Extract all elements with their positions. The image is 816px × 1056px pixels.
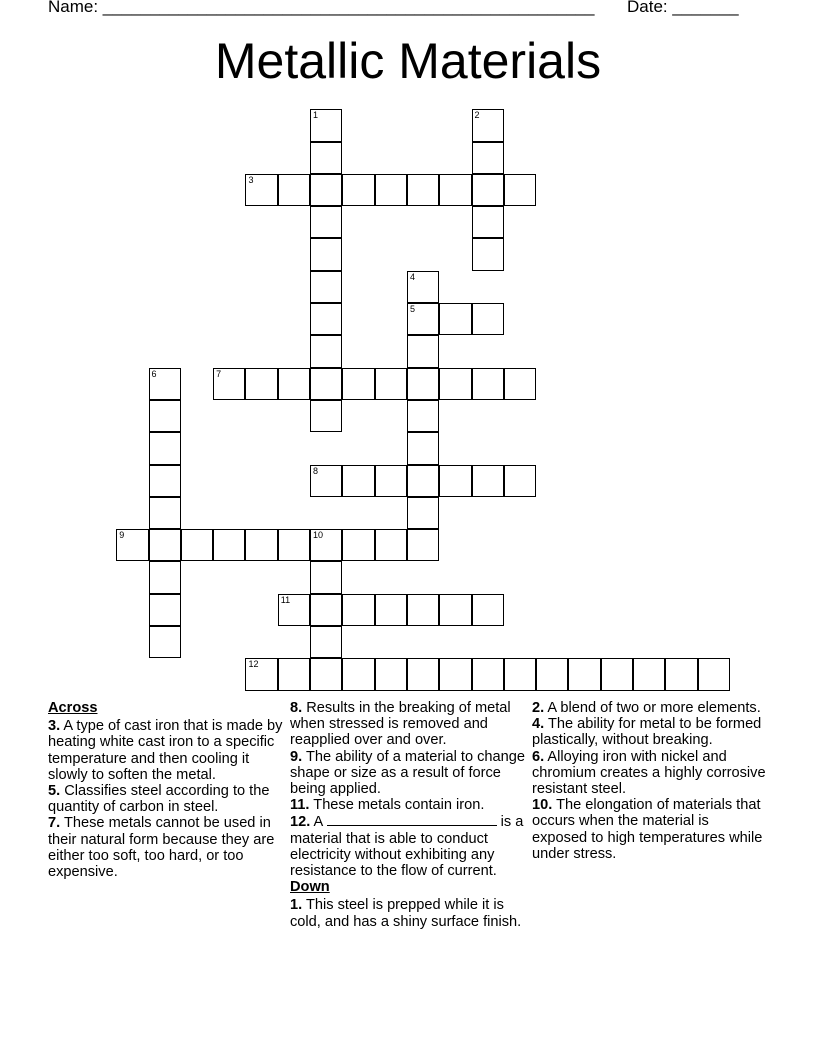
grid-cell[interactable] bbox=[504, 174, 536, 206]
grid-cell[interactable] bbox=[149, 368, 181, 400]
grid-cell[interactable] bbox=[407, 335, 439, 367]
grid-cell[interactable] bbox=[472, 174, 504, 206]
grid-cell[interactable] bbox=[310, 465, 342, 497]
clue-number: 6 bbox=[151, 368, 157, 379]
clue-across-5: 5. Classifies steel according to the quantity of carbon in steel. bbox=[48, 783, 270, 816]
clues-column-1 bbox=[48, 700, 284, 880]
grid-cell[interactable] bbox=[698, 658, 730, 690]
grid-cell[interactable] bbox=[310, 335, 342, 367]
grid-cell[interactable] bbox=[278, 529, 310, 561]
grid-cell[interactable] bbox=[342, 465, 374, 497]
grid-cell[interactable] bbox=[472, 142, 504, 174]
grid-cell[interactable] bbox=[439, 174, 471, 206]
clue-number: 11 bbox=[280, 594, 291, 605]
grid-cell[interactable] bbox=[342, 529, 374, 561]
page-title: Metallic Materials bbox=[214, 33, 602, 89]
clue-down-4: 4. The ability for metal to be formed plastically, without breaking. bbox=[532, 716, 762, 749]
grid-cell[interactable] bbox=[375, 529, 407, 561]
grid-cell[interactable] bbox=[342, 594, 374, 626]
grid-cell[interactable] bbox=[149, 626, 181, 658]
grid-cell[interactable] bbox=[342, 658, 374, 690]
grid-cell[interactable] bbox=[310, 529, 342, 561]
grid-cell[interactable] bbox=[310, 368, 342, 400]
clue-number: 1 bbox=[313, 110, 319, 121]
name-field[interactable]: Name: ____________________________________________________ bbox=[48, 0, 595, 16]
grid-cell[interactable] bbox=[407, 497, 439, 529]
clue-across-7: 7. These metals cannot be used in their natural form because they are either too soft, too hard, or too expensive. bbox=[48, 815, 275, 881]
clue-number: 8 bbox=[313, 465, 319, 476]
clue-across-12: 12. A is a material that is able to conduct electricity without exhibiting any resistance to the flow of current. bbox=[290, 814, 524, 880]
grid-cell[interactable] bbox=[504, 465, 536, 497]
grid-cell[interactable] bbox=[149, 497, 181, 529]
clue-across-3: 3. A type of cast iron that is made by heating white cast iron to a specific temperature and then cooling it slowly to soften the metal. bbox=[48, 718, 283, 783]
grid-cell[interactable] bbox=[439, 658, 471, 690]
grid-cell[interactable] bbox=[310, 174, 342, 206]
grid-cell[interactable] bbox=[472, 465, 504, 497]
grid-cell[interactable] bbox=[375, 465, 407, 497]
grid-cell[interactable] bbox=[504, 658, 536, 690]
grid-cell[interactable] bbox=[439, 303, 471, 335]
grid-cell[interactable] bbox=[213, 529, 245, 561]
clue-number: 10 bbox=[313, 530, 324, 541]
grid-cell[interactable] bbox=[116, 529, 148, 561]
grid-cell[interactable] bbox=[310, 142, 342, 174]
grid-cell[interactable] bbox=[407, 432, 439, 464]
grid-cell[interactable] bbox=[439, 594, 471, 626]
grid-cell[interactable] bbox=[601, 658, 633, 690]
grid-cell[interactable] bbox=[245, 658, 277, 690]
grid-cell[interactable] bbox=[407, 400, 439, 432]
clue-down-2: 2. A blend of two or more elements. bbox=[532, 700, 761, 716]
grid-cell[interactable] bbox=[310, 626, 342, 658]
grid-cell[interactable] bbox=[568, 658, 600, 690]
clue-across-8: 8. Results in the breaking of metal when stressed is removed and reapplied over and over. bbox=[290, 700, 511, 749]
grid-cell[interactable] bbox=[472, 368, 504, 400]
grid-cell[interactable] bbox=[407, 658, 439, 690]
grid-cell[interactable] bbox=[278, 594, 310, 626]
grid-cell[interactable] bbox=[149, 400, 181, 432]
grid-cell[interactable] bbox=[310, 594, 342, 626]
grid-cell[interactable] bbox=[407, 368, 439, 400]
grid-cell[interactable] bbox=[149, 561, 181, 593]
clue-number: 12 bbox=[248, 659, 259, 670]
answer-blank bbox=[327, 813, 497, 826]
clue-down-1: 1. This steel is prepped while it is cold, and has a shiny surface finish. bbox=[290, 897, 522, 930]
grid-cell[interactable] bbox=[633, 658, 665, 690]
date-field[interactable]: Date: _______ bbox=[627, 0, 739, 16]
clue-down-10: 10. The elongation of materials that occurs when the material is exposed to high temperatures while under stress. bbox=[532, 797, 763, 862]
clue-number: 3 bbox=[248, 174, 254, 185]
across-heading: Across bbox=[48, 700, 98, 716]
grid-cell[interactable] bbox=[407, 271, 439, 303]
grid-cell[interactable] bbox=[472, 238, 504, 270]
grid-cell[interactable] bbox=[149, 432, 181, 464]
clue-number: 2 bbox=[474, 110, 480, 121]
grid-cell[interactable] bbox=[245, 529, 277, 561]
grid-cell[interactable] bbox=[310, 109, 342, 141]
grid-cell[interactable] bbox=[665, 658, 697, 690]
grid-cell[interactable] bbox=[472, 658, 504, 690]
grid-cell[interactable] bbox=[342, 174, 374, 206]
grid-cell[interactable] bbox=[245, 174, 277, 206]
grid-cell[interactable] bbox=[278, 174, 310, 206]
grid-cell[interactable] bbox=[472, 594, 504, 626]
grid-cell[interactable] bbox=[310, 400, 342, 432]
grid-cell[interactable] bbox=[536, 658, 568, 690]
grid-cell[interactable] bbox=[375, 368, 407, 400]
grid-cell[interactable] bbox=[439, 465, 471, 497]
grid-cell[interactable] bbox=[310, 658, 342, 690]
clue-down-6: 6. Alloying iron with nickel and chromium creates a highly corrosive resistant steel. bbox=[532, 748, 766, 798]
clues-column-3 bbox=[532, 700, 768, 862]
grid-cell[interactable] bbox=[472, 303, 504, 335]
grid-cell[interactable] bbox=[278, 658, 310, 690]
clue-number: 4 bbox=[409, 271, 415, 282]
down-heading: Down bbox=[290, 879, 330, 896]
grid-cell[interactable] bbox=[181, 529, 213, 561]
grid-cell[interactable] bbox=[149, 465, 181, 497]
grid-cell[interactable] bbox=[310, 206, 342, 238]
grid-cell[interactable] bbox=[245, 368, 277, 400]
clue-number: 5 bbox=[409, 304, 415, 315]
grid-cell[interactable] bbox=[149, 594, 181, 626]
grid-cell[interactable] bbox=[310, 561, 342, 593]
clue-across-9: 9. The ability of a material to change shape or size as a result of force being applied. bbox=[290, 748, 525, 798]
clue-across-11: 11. These metals contain iron. bbox=[290, 797, 485, 814]
grid-cell[interactable] bbox=[504, 368, 536, 400]
grid-cell[interactable] bbox=[375, 594, 407, 626]
grid-cell[interactable] bbox=[310, 303, 342, 335]
clue-number: 7 bbox=[216, 368, 222, 379]
grid-cell[interactable] bbox=[439, 368, 471, 400]
grid-cell[interactable] bbox=[472, 206, 504, 238]
grid-cell[interactable] bbox=[310, 271, 342, 303]
grid-cell[interactable] bbox=[342, 368, 374, 400]
grid-cell[interactable] bbox=[407, 594, 439, 626]
grid-cell[interactable] bbox=[407, 465, 439, 497]
grid-cell[interactable] bbox=[149, 529, 181, 561]
clues-column-2 bbox=[290, 700, 530, 930]
grid-cell[interactable] bbox=[213, 368, 245, 400]
grid-cell[interactable] bbox=[278, 368, 310, 400]
clue-number: 9 bbox=[119, 530, 125, 541]
grid-cell[interactable] bbox=[407, 529, 439, 561]
grid-cell[interactable] bbox=[375, 174, 407, 206]
grid-cell[interactable] bbox=[407, 174, 439, 206]
grid-cell[interactable] bbox=[407, 303, 439, 335]
grid-cell[interactable] bbox=[375, 658, 407, 690]
grid-cell[interactable] bbox=[472, 109, 504, 141]
grid-cell[interactable] bbox=[310, 238, 342, 270]
